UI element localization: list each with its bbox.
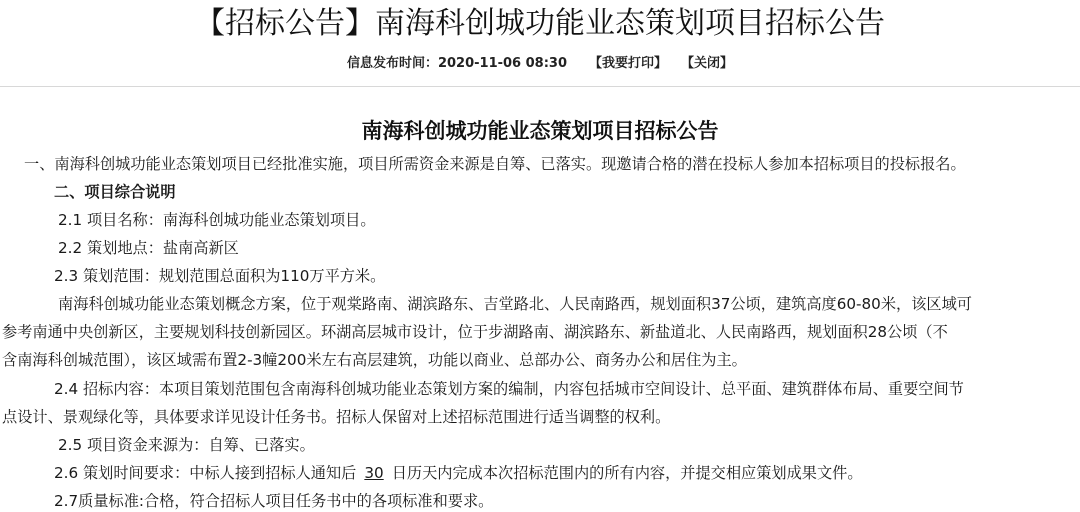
- item-2-4-line-2: 点设计、景观绿化等，具体要求详见设计任务书。招标人保留对上述招标范围进行适当调整的权利。: [2, 408, 671, 426]
- concept-paragraph-line-2: 参考南通中央创新区，主要规划科技创新园区。环湖高层城市设计，位于步湖路南、湖滨路东、新盐道北、人民南路西，规划面积28公顷（不: [2, 323, 948, 341]
- close-link[interactable]: 【关闭】: [681, 56, 734, 71]
- item-2-1: 2.1 项目名称：南海科创城功能业态策划项目。: [58, 211, 376, 229]
- item-2-6-days: 30: [364, 464, 384, 482]
- item-2-6-suffix: 日历天内完成本次招标范围内的所有内容，并提交相应策划成果文件。: [391, 464, 863, 482]
- publish-time-label: 信息发布时间：: [346, 56, 438, 71]
- print-link[interactable]: 【我要打印】: [589, 56, 668, 71]
- item-2-6: [54, 462, 863, 484]
- publish-time-value: 2020-11-06 08:30: [437, 56, 568, 71]
- item-2-4-line-1: 2.4 招标内容：本项目策划范围包含南海科创城功能业态策划方案的编制，内容包括城市空间设计、总平面、建筑群体布局、重要空间节: [54, 380, 964, 398]
- concept-paragraph-line-1: 南海科创城功能业态策划概念方案，位于观棠路南、湖滨路东、吉堂路北、人民南路西，规划面积37公顷，建筑高度60-80米，该区域可: [58, 295, 972, 313]
- page-title: 【招标公告】南海科创城功能业态策划项目招标公告: [195, 6, 885, 41]
- meta-bar: [0, 54, 1080, 74]
- section-2-heading: 二、项目综合说明: [54, 183, 176, 201]
- item-2-2: 2.2 策划地点：盐南高新区: [58, 239, 239, 257]
- item-2-5: 2.5 项目资金来源为：自筹、已落实。: [58, 436, 315, 454]
- article-title: 南海科创城功能业态策划项目招标公告: [361, 119, 719, 143]
- concept-paragraph-line-3: 含南海科创城范围），该区域需布置2-3幢200米左右高层建筑，功能以商业、总部办公、商务办公和居住为主。: [2, 351, 747, 369]
- header-divider: [0, 86, 1080, 87]
- section-1-paragraph: 一、南海科创城功能业态策划项目已经批准实施，项目所需资金来源是自筹、已落实。现邀请合格的潜在投标人参加本招标项目的投标报名。: [24, 155, 966, 173]
- item-2-3: 2.3 策划范围：规划范围总面积为110万平方米。: [54, 267, 386, 285]
- item-2-6-prefix: 2.6 策划时间要求：中标人接到招标人通知后: [54, 464, 357, 482]
- item-2-7: 2.7质量标准:合格，符合招标人项目任务书中的各项标准和要求。: [54, 492, 494, 510]
